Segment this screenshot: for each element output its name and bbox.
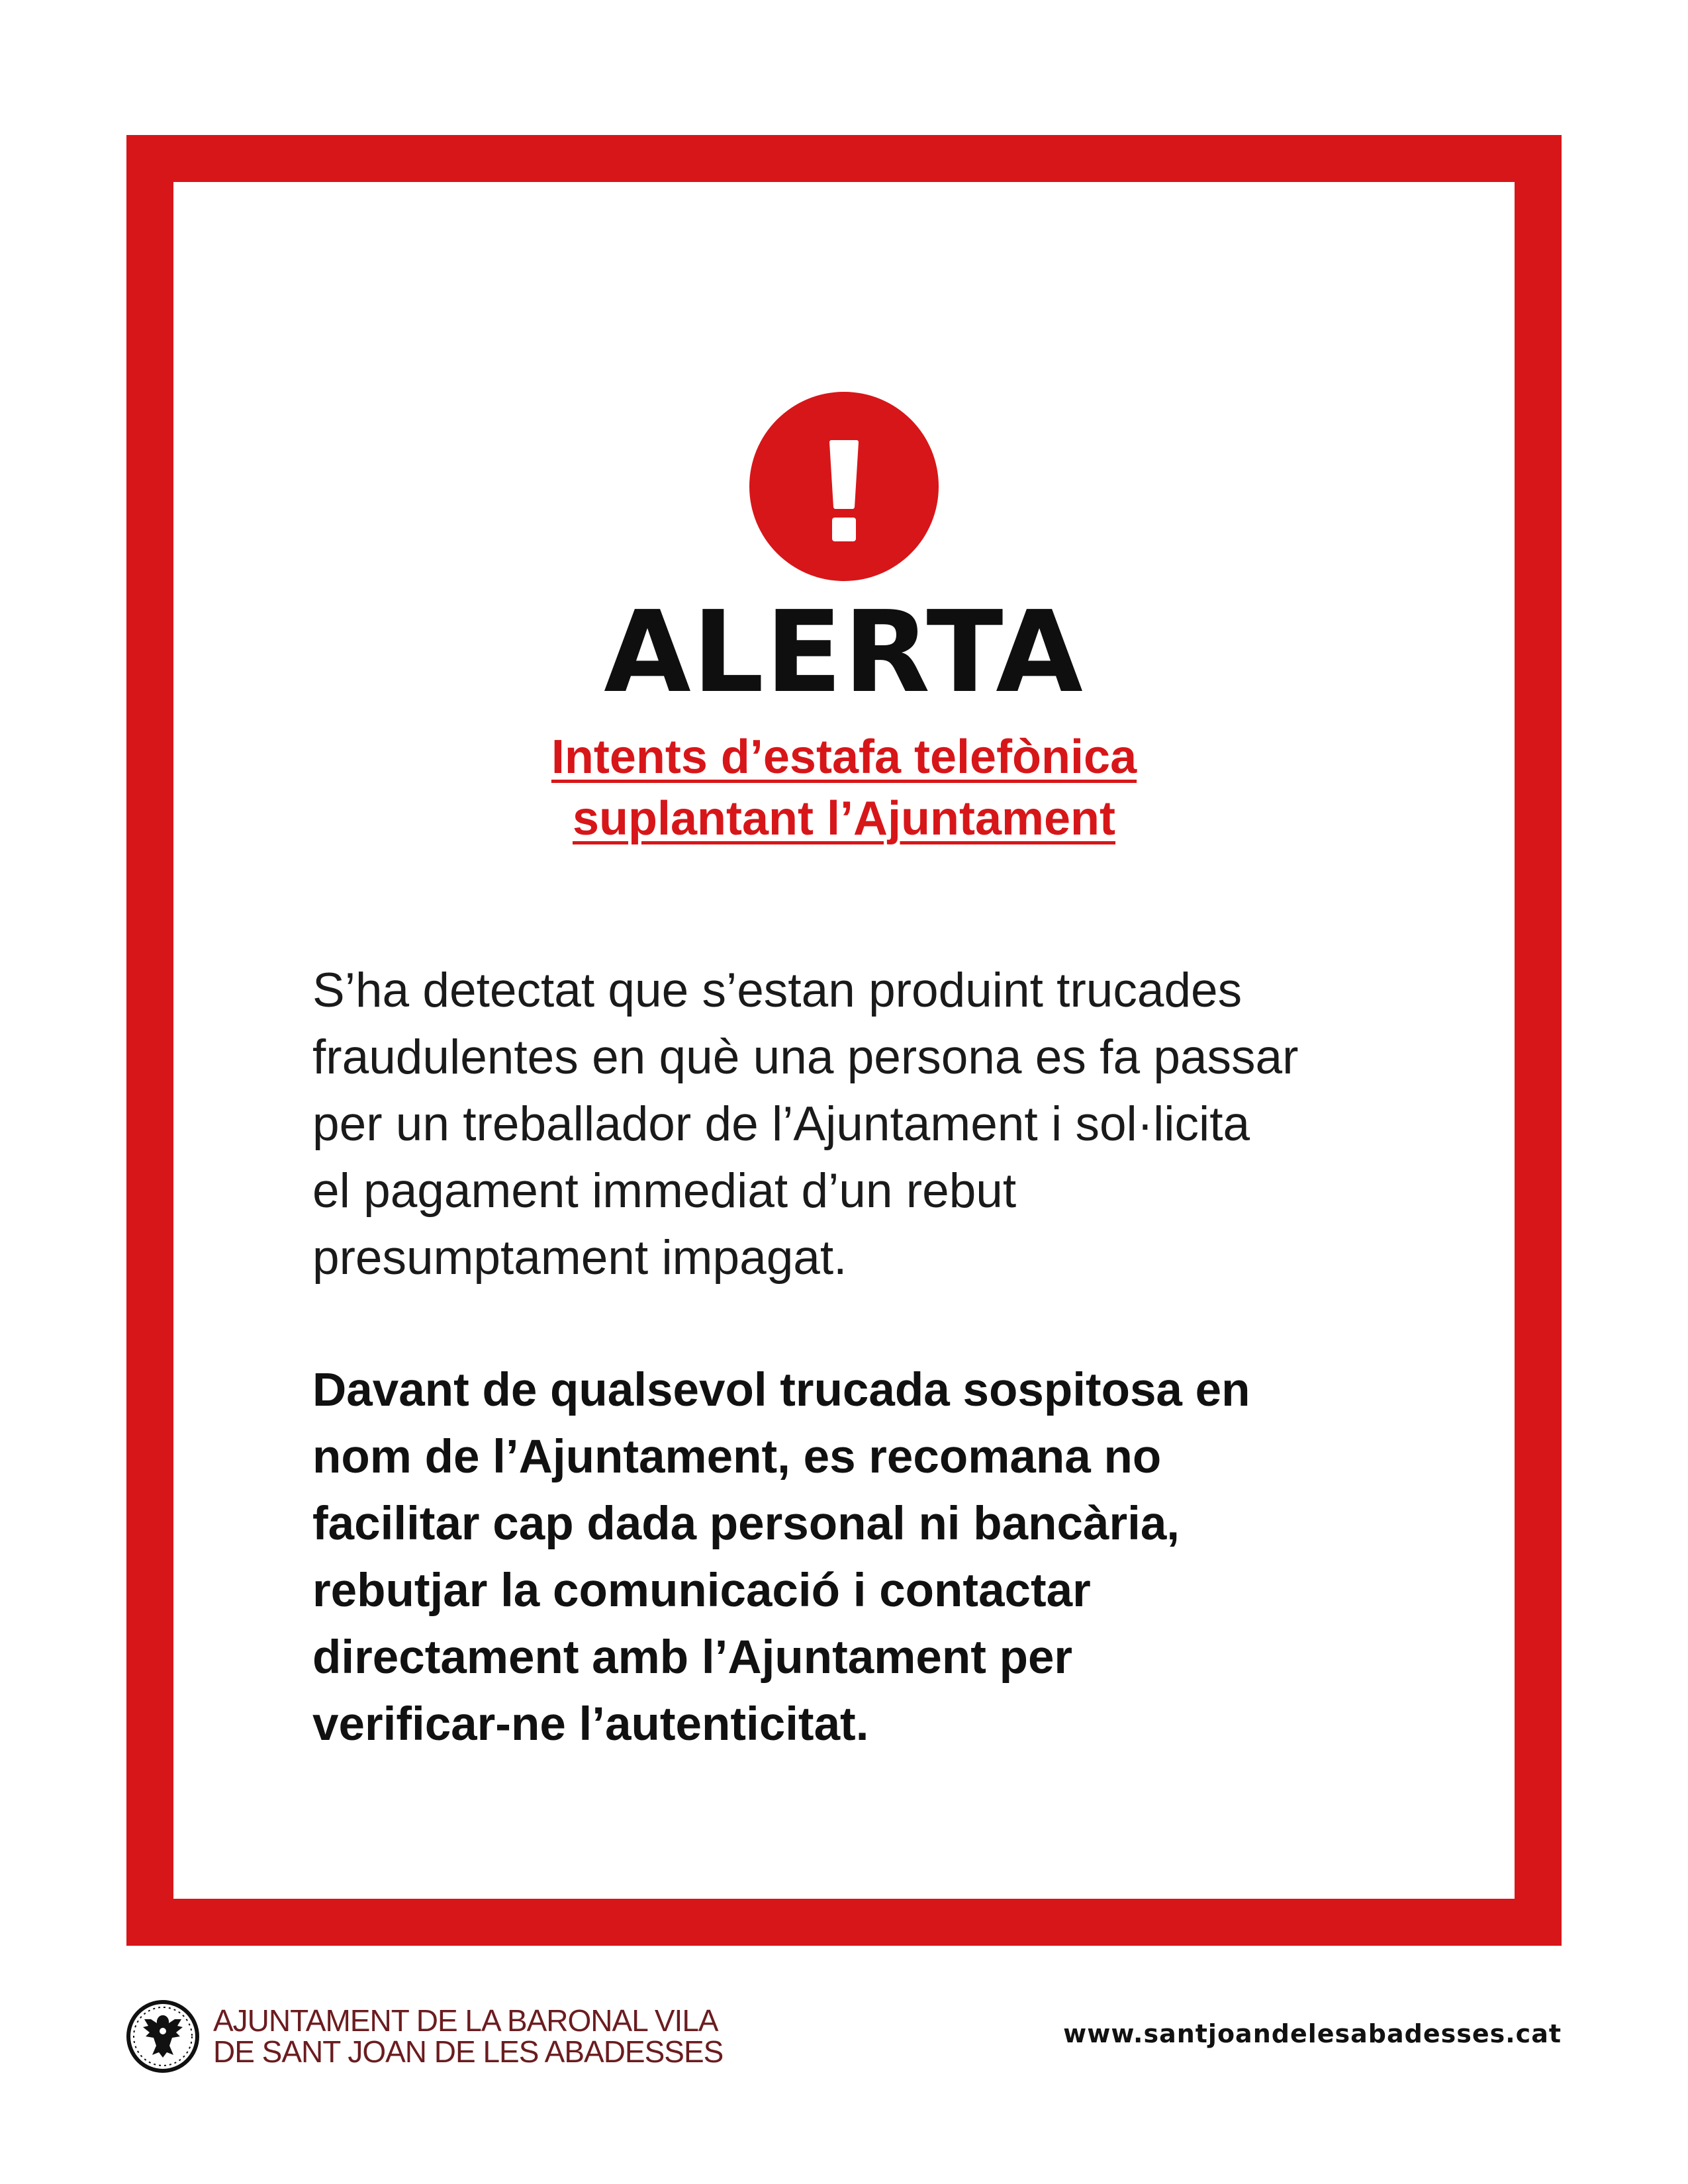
recommendation-line: rebutjar la comunicació i contactar: [312, 1565, 1091, 1617]
recommendation-line: directament amb l’Ajuntament per: [312, 1631, 1073, 1684]
exclamation-circle-icon: [749, 392, 939, 581]
recommendation-line: nom de l’Ajuntament, es recomana no: [312, 1431, 1162, 1483]
description-line: el pagament immediat d’un rebut: [312, 1164, 1017, 1218]
municipal-coat-of-arms-icon: [126, 1999, 200, 2073]
website-link[interactable]: www.santjoandelesabadesses.cat: [1063, 2019, 1562, 2048]
recommendation-line: verificar-ne l’autenticitat.: [312, 1698, 869, 1751]
subtitle-line: Intents d’estafa telefònica: [551, 731, 1137, 784]
description-line: fraudulentes en què una persona es fa passar: [312, 1030, 1299, 1084]
recommendation-line: Davant de qualsevol trucada sospitosa en: [312, 1364, 1250, 1416]
description-line: per un treballador de l’Ajuntament i sol·licita: [312, 1097, 1250, 1151]
organization-line: DE SANT JOAN DE LES ABADESSES: [213, 2034, 724, 2069]
alert-title: ALERTA: [604, 587, 1084, 718]
description-line: S’ha detectat que s’estan produint trucades: [312, 964, 1243, 1017]
alert-description: [312, 957, 1477, 1291]
description-line: presumptament impagat.: [312, 1231, 847, 1285]
recommendation-line: facilitar cap dada personal ni bancària,: [312, 1498, 1180, 1550]
alert-subtitle: [0, 727, 1688, 850]
alert-recommendation: [312, 1357, 1477, 1758]
organization-line: AJUNTAMENT DE LA BARONAL VILA: [213, 2003, 718, 2038]
organization-name: [213, 2005, 723, 2068]
subtitle-line: suplantant l’Ajuntament: [572, 792, 1116, 845]
